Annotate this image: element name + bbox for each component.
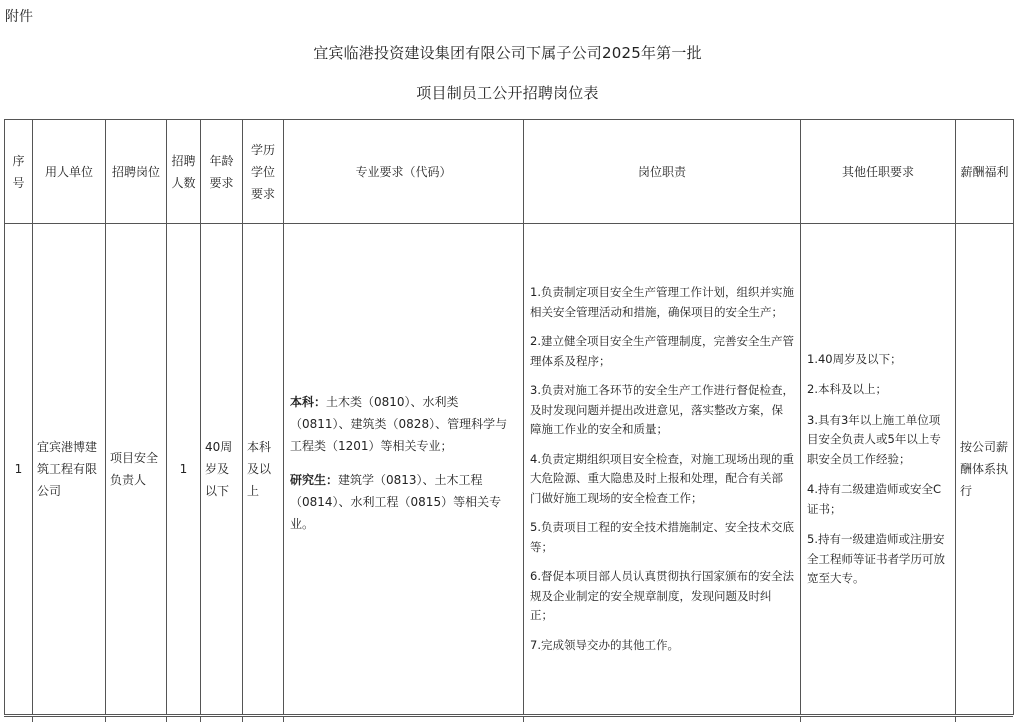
header-row — [5, 120, 1014, 224]
duty-item: 2.建立健全项目安全生产管理制度，完善安全生产管理体系及程序； — [530, 334, 794, 368]
next-row-stub — [955, 716, 956, 722]
requirement-item: 5.持有一级建造师或注册安全工程师等证书者学历可放宽至大专。 — [807, 532, 945, 585]
cell-headcount: 1 — [167, 224, 201, 715]
header-position: 招聘岗位 — [106, 120, 167, 224]
header-seq: 序号 — [5, 120, 33, 224]
requirement-item: 4.持有二级建造师或安全C证书； — [807, 482, 942, 516]
next-row-stub — [32, 716, 33, 722]
header-major: 专业要求（代码） — [284, 120, 524, 224]
header-age: 年龄要求 — [201, 120, 243, 224]
recruitment-table — [4, 119, 1014, 715]
duty-item: 6.督促本项目部人员认真贯彻执行国家颁布的安全法规及企业制定的安全规章制度，发现问题及时纠正； — [530, 569, 794, 622]
header-headcount: 招聘人数 — [167, 120, 201, 224]
requirement-item: 3.具有3年以上施工单位项目安全负责人或5年以上专职安全员工作经验； — [807, 412, 941, 466]
next-row-stub — [523, 716, 524, 722]
header-duties: 岗位职责 — [524, 120, 801, 224]
table-row — [5, 224, 1014, 715]
duty-item: 7.完成领导交办的其他工作。 — [530, 637, 679, 652]
duty-item: 3.负责对施工各环节的安全生产工作进行督促检查，及时发现问题并提出改进意见，落实整改方案，保障施工作业的安全和质量； — [530, 383, 794, 436]
header-salary: 薪酬福利 — [956, 120, 1014, 224]
duty-item: 1.负责制定项目安全生产管理工作计划，组织并实施相关安全管理活动和措施，确保项目的安全生产； — [530, 285, 794, 319]
cell-employer: 宜宾港博建筑工程有限公司 — [33, 224, 106, 715]
cell-position: 项目安全负责人 — [106, 224, 167, 715]
requirement-item: 1.40周岁及以下； — [807, 351, 902, 366]
cell-duties — [524, 224, 801, 715]
cell-major — [284, 224, 524, 715]
duty-item: 5.负责项目工程的安全技术措施制定、安全技术交底等； — [530, 520, 794, 554]
next-row-stub — [166, 716, 167, 722]
duty-item: 4.负责定期组织项目安全检查，对施工现场出现的重大危险源、重大隐患及时上报和处理，配合有关部门做好施工现场的安全检查工作； — [530, 451, 794, 505]
next-row-stub — [105, 716, 106, 722]
attachment-label: 附件 — [5, 9, 33, 25]
header-employer: 用人单位 — [33, 120, 106, 224]
requirement-item: 2.本科及以上； — [807, 382, 887, 396]
major-grad-text: 建筑学（0813）、土木工程（0814）、水利工程（0815）等相关专业。 — [290, 473, 502, 531]
document-title-line1: 宜宾临港投资建设集团有限公司下属子公司2025年第一批 — [313, 44, 702, 62]
cell-age: 40周岁及以下 — [201, 224, 243, 715]
cell-other-requirements — [801, 224, 956, 715]
cell-education: 本科及以上 — [243, 224, 284, 715]
next-row-stub — [800, 716, 801, 722]
major-undergrad-label: 本科： — [290, 395, 327, 409]
next-row-stub — [242, 716, 243, 722]
major-undergrad-text: 土木类（0810）、水利类（0811）、建筑类（0828）、管理科学与工程类（1201）等相关专业； — [290, 395, 508, 453]
major-grad-label: 研究生： — [290, 473, 339, 487]
next-row-stub — [283, 716, 284, 722]
next-row-stub — [200, 716, 201, 722]
document-title-line2: 项目制员工公开招聘岗位表 — [416, 84, 599, 102]
header-other-requirements: 其他任职要求 — [801, 120, 956, 224]
cell-salary: 按公司薪酬体系执行 — [956, 224, 1014, 715]
cell-seq: 1 — [5, 224, 33, 715]
header-education: 学历学位要求 — [243, 120, 284, 224]
